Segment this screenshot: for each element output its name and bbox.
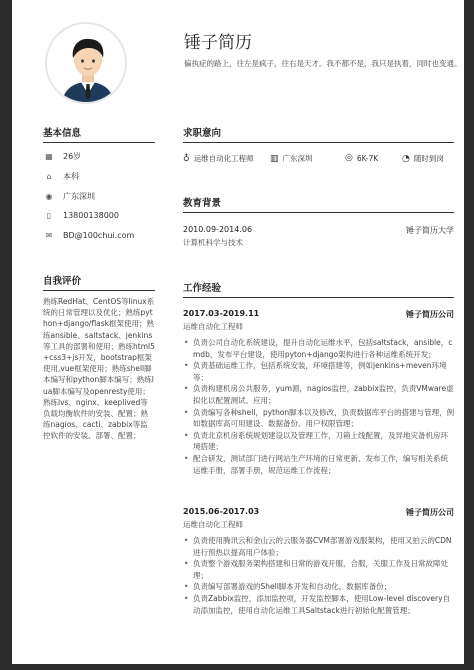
work-rule — [183, 297, 454, 298]
list-item: • 负责基础运维工作，包括系统安装，环境搭建等，例如jenkins+meven环境等； — [183, 360, 455, 383]
education-rule — [183, 212, 454, 213]
intent-salary — [345, 153, 378, 163]
intent-availability — [402, 153, 444, 164]
info-degree: 本科 — [63, 172, 79, 181]
intent-availability-text: 随时到岗 — [413, 154, 444, 163]
info-phone: 13800138000 — [63, 211, 119, 220]
basic-info-title: 基本信息 — [43, 128, 82, 139]
job-2-date: 2015.06-2017.03 — [183, 507, 260, 516]
education-title: 教育背景 — [183, 198, 222, 209]
info-row-email — [43, 231, 134, 240]
intent-position-text: 运维自动化工程师 — [193, 154, 254, 163]
info-age: 26岁 — [63, 152, 82, 161]
list-item: • 负责Zabbix监控，添加监控项，开发监控脚本，使用Low-level discovery自动添加监控，使用自动化运维工具Saltstack进行初始化配置管理； — [183, 593, 455, 616]
info-row-location — [43, 191, 95, 202]
info-row-degree — [43, 171, 79, 182]
list-item: • 负责编写各种shell，python脚本以及修改，负责数据库平台的搭建与管理，例如数据库高可用建设、数据备份、用户权限管理； — [183, 407, 455, 430]
calendar-icon: ▦ — [45, 152, 53, 161]
job-1-bullets — [183, 337, 455, 476]
job-1-company: 锤子简历公司 — [406, 310, 454, 319]
list-item: • 负责公司自动化系统建设，提升自动化运维水平，包括saltstack，ansible，cmdb，发布平台建设，使用pyton+django架构进行各种运维系统开发； — [183, 337, 455, 360]
intent-city — [270, 153, 313, 164]
education-school: 锤子简历大学 — [406, 226, 454, 235]
job-1-date: 2017.03-2019.11 — [183, 309, 260, 318]
left-border-strip — [0, 0, 12, 670]
education-major: 计算机科学与技术 — [183, 238, 243, 247]
job-2-bullets — [183, 535, 455, 616]
bottom-border-strip — [0, 664, 474, 670]
work-title: 工作经验 — [183, 283, 222, 294]
phone-icon: ▯ — [46, 211, 52, 220]
intent-salary-text: 6K-7K — [356, 153, 379, 163]
self-eval-rule — [43, 290, 155, 291]
info-email: BD@100chui.com — [63, 231, 135, 240]
job-2-company: 锤子简历公司 — [406, 508, 454, 517]
clock-icon: ◔ — [402, 153, 410, 164]
list-item: • 负责整个游戏服务架构搭建和日常的游戏开服，合服，关服工作及日常故障处理； — [183, 558, 455, 581]
list-item: • 负责北京机房系统规划建设以及管理工作，刀箱上线配置，及异地灾备机房环境搭建； — [183, 430, 455, 453]
list-item: • 负责构建机房公共服务，yum源，nagios监控，zabbix监控，负责VMware虚拟化以配置测试、应用； — [183, 383, 455, 406]
email-icon: ✉ — [45, 231, 53, 240]
list-item: • 负责使用腾讯云和金山云的云服务器CVM部署游戏服架构，使用又拍云的CDN进行预热以提高用户体验； — [183, 535, 455, 558]
list-item: • 配合研发、测试部门进行网站生产环境的日常更新、发布工作，编写相关系统运维手册，部署手册，规范运维工作流程； — [183, 453, 455, 476]
avatar — [45, 22, 127, 104]
briefcase-icon: ♁ — [183, 153, 190, 164]
info-location: 广东深圳 — [63, 192, 95, 201]
job-1-role: 运维自动化工程师 — [183, 322, 243, 331]
self-eval-text: 熟练RedHat、CentOS等linux系统的日常管理以及优化；熟练python+django/flask框架使用；熟练ansible、saltstack、jenkins等工具的部署和使用；熟练html5+css3+js开发，bootstrap框架使用,vue框架使用；熟练shell脚本编写和python脚本编写；熟练lua脚本编写及openresty使用；熟练lvs、nginx、keeplived等负载均衡软件的安装、配置；熟练nagios、cacti、zabbix等监控软件的安装、部署、配置； — [43, 297, 155, 441]
info-row-phone — [43, 211, 119, 220]
intent-title: 求职意向 — [183, 128, 222, 139]
building-icon: ▥ — [270, 153, 279, 164]
resume-name: 锤子简历 — [184, 33, 252, 53]
education-date: 2010.09-2014.06 — [183, 225, 253, 234]
avatar-portrait-icon — [47, 24, 127, 104]
intent-rule — [183, 142, 454, 143]
info-row-age — [43, 151, 81, 162]
basic-info-rule — [43, 142, 155, 143]
location-pin-icon: ◉ — [45, 192, 53, 201]
job-2-role: 运维自动化工程师 — [183, 520, 243, 529]
list-item: • 负责编写部署游戏的Shell脚本开发和自动化，数据库备份； — [183, 581, 455, 593]
self-eval-title: 自我评价 — [43, 276, 82, 287]
graduation-cap-icon: ⌂ — [46, 172, 52, 181]
resume-motto: 偏执症的路上，往左是疯子，往右是天才。我不都不是，我只是执着，同时也变通。 — [184, 59, 462, 68]
intent-position — [183, 153, 254, 164]
intent-city-text: 广东深圳 — [282, 154, 313, 163]
right-border-strip — [464, 0, 474, 670]
money-icon: ◎ — [345, 153, 353, 163]
